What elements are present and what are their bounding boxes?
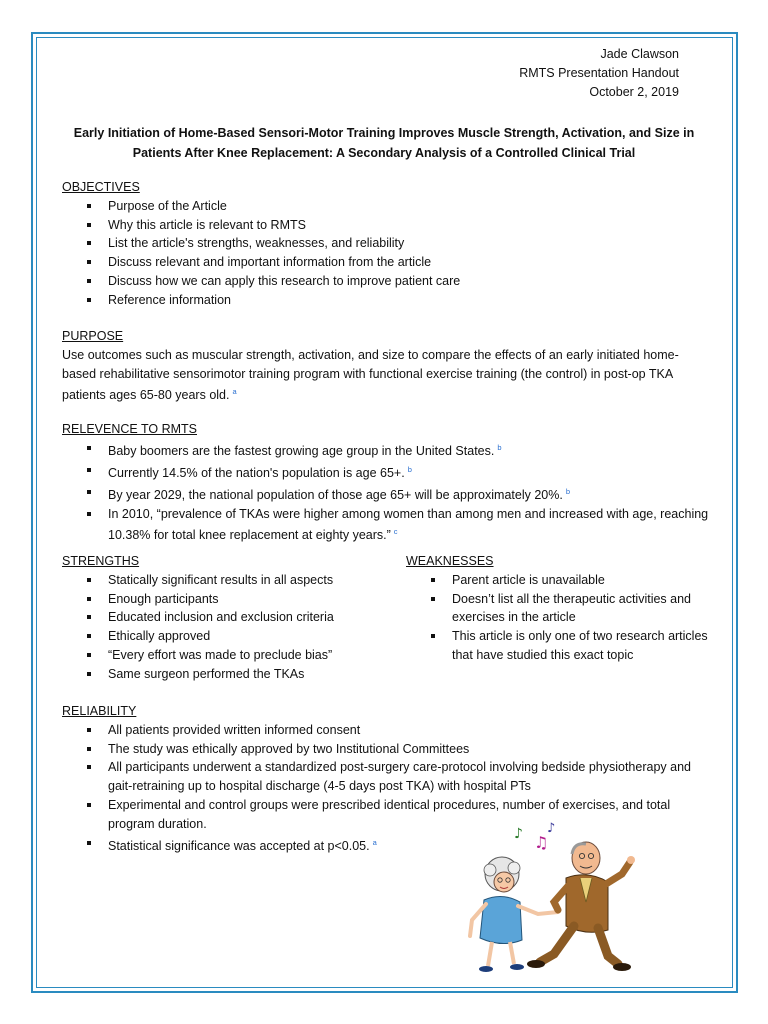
list-item: Purpose of the Article <box>62 197 712 216</box>
list-item <box>62 505 712 546</box>
list-item: List the article's strengths, weaknesses, and reliability <box>62 234 712 253</box>
weaknesses-section <box>406 552 711 665</box>
document-type: RMTS Presentation Handout <box>519 66 679 80</box>
header-block <box>519 45 679 102</box>
weaknesses-heading: WEAKNESSES <box>406 554 494 568</box>
strengths-heading: STRENGTHS <box>62 554 140 568</box>
list-item-text: In 2010, “prevalence of TKAs were higher among women than among men and increased with age, reaching 10.38% for total knee replacement at eighty years.” <box>108 506 709 543</box>
reference-marker: a <box>232 387 237 397</box>
list-item-text: All patients provided written informed consent <box>108 722 361 737</box>
relevance-list <box>62 439 712 546</box>
list-item-text: Baby boomers are the fastest growing age group in the United States. <box>108 443 495 458</box>
list-item: Parent article is unavailable <box>406 571 711 590</box>
article-title: Early Initiation of Home-Based Sensori-Motor Training Improves Muscle Strength, Activation, and Size in Patients After Knee Replacement: A Secondary Analysis of a Controlled Clinical Trial <box>73 126 695 160</box>
list-item-text: By year 2029, the national population of those age 65+ will be approximately 20%. <box>108 487 563 502</box>
purpose-section <box>62 327 710 405</box>
weaknesses-list <box>406 571 711 665</box>
list-item: Discuss how we can apply this research to improve patient care <box>62 272 712 291</box>
purpose-heading: PURPOSE <box>62 329 124 343</box>
objectives-heading: OBJECTIVES <box>62 180 140 194</box>
reference-marker: b <box>497 442 502 452</box>
list-item: Doesn’t list all the therapeutic activities and exercises in the article <box>406 590 711 628</box>
objectives-section <box>62 178 712 310</box>
list-item <box>62 740 712 759</box>
list-item: Same surgeon performed the TKAs <box>62 665 362 684</box>
list-item: Why this article is relevant to RMTS <box>62 216 712 235</box>
list-item: “Every effort was made to preclude bias” <box>62 646 362 665</box>
list-item <box>62 758 712 796</box>
list-item: Enough participants <box>62 590 362 609</box>
reference-marker: a <box>372 837 377 847</box>
list-item-text: Experimental and control groups were prescribed identical procedures, number of exercises, and total program duration. <box>108 797 671 831</box>
document-date: October 2, 2019 <box>589 85 679 99</box>
list-item: Ethically approved <box>62 627 362 646</box>
list-item-text: Currently 14.5% of the nation's population is age 65+. <box>108 465 405 480</box>
relevance-section <box>62 420 712 545</box>
list-item <box>62 483 712 505</box>
list-item <box>62 721 712 740</box>
list-item: Reference information <box>62 291 712 310</box>
purpose-body: Use outcomes such as muscular strength, activation, and size to compare the effects of an early initiated home-based rehabilitative sensorimotor training program with functional exercise training (the control) in post-op TKA patients ages 65-80 years old. <box>62 347 679 403</box>
list-item-text: All participants underwent a standardized post-surgery care-protocol involving bedside physiotherapy and gait-retraining up to hospital discharge (4-5 days post TKA) with hospital PTs <box>108 760 691 794</box>
list-item: Educated inclusion and exclusion criteria <box>62 608 362 627</box>
man-dancer <box>527 842 635 971</box>
list-item: This article is only one of two research articles that have studied this exact topic <box>406 627 711 665</box>
svg-text:♪: ♪ <box>514 826 523 842</box>
reference-marker: b <box>565 486 570 496</box>
reference-marker: c <box>393 527 398 537</box>
list-item <box>62 461 712 483</box>
list-item: Statically significant results in all aspects <box>62 571 362 590</box>
svg-text:♫: ♫ <box>534 833 549 852</box>
reliability-heading: RELIABILITY <box>62 704 137 718</box>
reference-marker: b <box>407 464 412 474</box>
author-name: Jade Clawson <box>600 47 679 61</box>
relevance-heading: RELEVENCE TO RMTS <box>62 422 197 436</box>
strengths-list <box>62 571 362 684</box>
list-item-text: The study was ethically approved by two Institutional Committees <box>108 741 470 756</box>
strengths-section <box>62 552 362 684</box>
list-item-text: Statistical significance was accepted at p<0.05. <box>108 838 370 853</box>
dancing-couple-illustration <box>458 818 642 980</box>
purpose-text <box>62 346 710 406</box>
svg-text:♪: ♪ <box>547 821 556 836</box>
list-item: Discuss relevant and important information from the article <box>62 253 712 272</box>
objectives-list <box>62 197 712 310</box>
music-notes-icon <box>514 821 555 852</box>
list-item <box>62 439 712 461</box>
